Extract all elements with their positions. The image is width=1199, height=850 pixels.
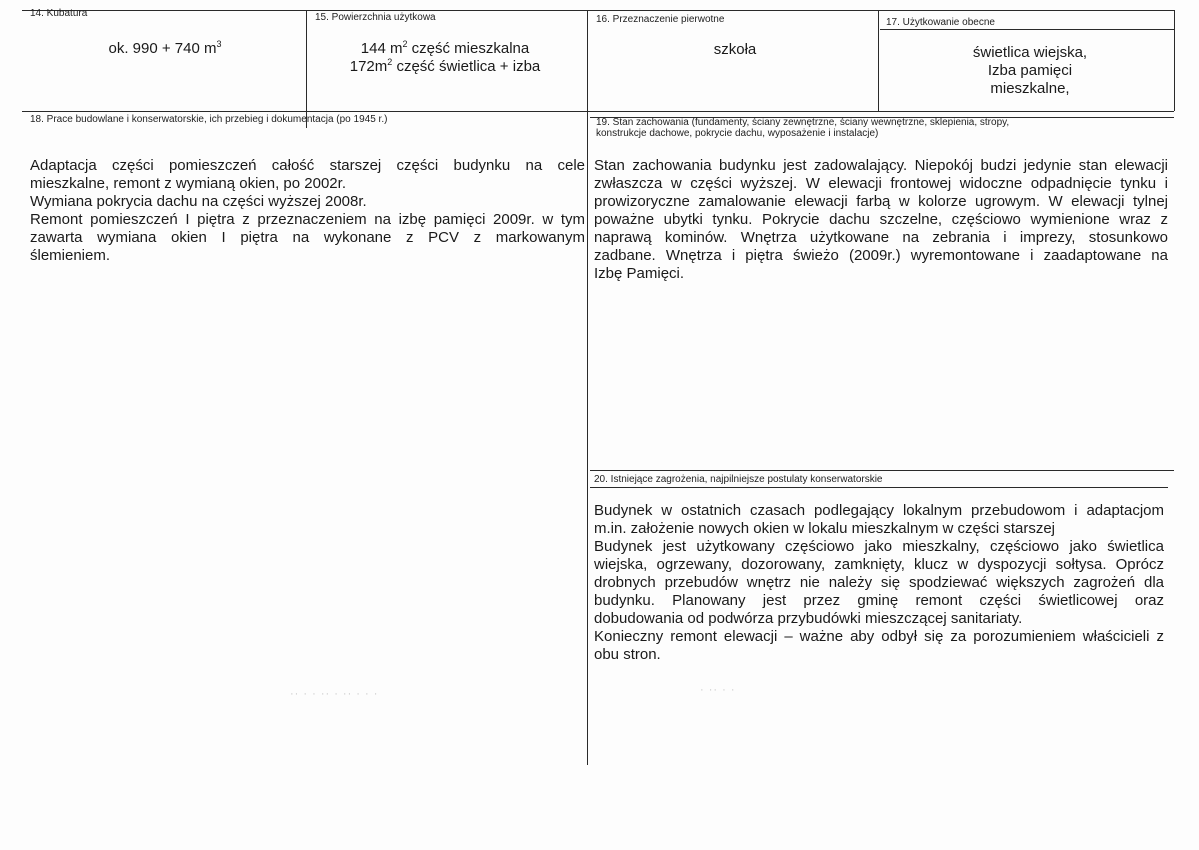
section-17-value bbox=[890, 44, 1170, 98]
stan-line: naprawą kominów. Wnętrza użytkowane na zebrania i imprezy, stosunkowo bbox=[594, 229, 1168, 246]
rule-page-right bbox=[1174, 10, 1175, 111]
stan-line: prowizoryczne zamalowanie elewacji farbą w kolorze ugrowym. W elewacji tylnej bbox=[594, 193, 1168, 210]
prace-line: Wymiana pokrycia dachu na części wyższej 2008r. bbox=[30, 193, 367, 210]
section-16-label: 16. Przeznaczenie pierwotne bbox=[596, 14, 725, 25]
section-14-value bbox=[50, 40, 280, 58]
powierzchnia-line-1 bbox=[310, 40, 580, 58]
zagrozenia-line: dobudowania od podwórza przybudówki mieszczącej sanitariaty. bbox=[594, 610, 1023, 627]
rule-col1-right bbox=[306, 10, 307, 128]
section-19-label-line-2: konstrukcje dachowe, pokrycie dachu, wyposażenie i instalacje) bbox=[596, 128, 879, 139]
uzytkowanie-line-2: Izba pamięci bbox=[987, 62, 1073, 79]
stan-line: Izbę Pamięci. bbox=[594, 265, 685, 282]
stan-line: Stan zachowania budynku jest zadowalający. Niepokój budzi jedynie stan elewacji bbox=[594, 157, 1168, 174]
kubatura-exponent: 3 bbox=[216, 39, 222, 49]
section-20-label: 20. Istniejące zagrożenia, najpilniejsze postulaty konserwatorskie bbox=[594, 474, 883, 485]
zagrozenia-line: budynku. Planowany jest przez gminę remont części świetlicowej oraz bbox=[594, 592, 1164, 609]
section-16-value: szkoła bbox=[713, 41, 757, 58]
zagrozenia-line: drobnych przebudów wnętrz nie należy się spodziewać większych zagrożeń dla bbox=[594, 574, 1164, 591]
rule-section20-label-underline bbox=[590, 487, 1168, 488]
zagrozenia-line: wiejska, ogrzewany, dozorowany, zamknięty, klucz w dyspozycji sołtysa. Oprócz bbox=[594, 556, 1164, 573]
section-18-label: 18. Prace budowlane i konserwatorskie, ich przebieg i dokumentacja (po 1945 r.) bbox=[30, 114, 388, 125]
section-15-value bbox=[310, 40, 580, 76]
rule-row1-bottom bbox=[22, 111, 1174, 112]
powierzchnia-line-1-sup: 2 bbox=[402, 39, 408, 49]
rule-top bbox=[22, 10, 1174, 11]
zagrozenia-line: Budynek w ostatnich czasach podlegający lokalnym przebudowom i adaptacjom bbox=[594, 502, 1164, 519]
section-19-body bbox=[594, 157, 1168, 283]
prace-line: Adaptacja części pomieszczeń całość starszej części budynku na cele bbox=[30, 157, 585, 174]
prace-line: mieszkalne, remont z wymianą okien, po 2002r. bbox=[30, 175, 346, 192]
powierzchnia-line-1-pre: 144 m bbox=[360, 40, 403, 57]
stan-line: zadbane. Wnętrza i piętra świeżo (2009r.) wyremontowane i zaadaptowane na bbox=[594, 247, 1168, 264]
scan-smudge: ·· · · ·· · ·· · · · bbox=[290, 688, 379, 700]
scan-smudge: · ·· · · bbox=[700, 684, 736, 696]
zagrozenia-line: Budynek jest użytkowany częściowo jako mieszkalny, częściowo jako świetlica bbox=[594, 538, 1164, 555]
zagrozenia-line: obu stron. bbox=[594, 646, 661, 663]
section-18-body bbox=[30, 157, 585, 265]
section-14-label: 14. Kubatura bbox=[30, 8, 88, 19]
section-20-body bbox=[594, 502, 1164, 664]
section-17-label: 17. Użytkowanie obecne bbox=[886, 17, 995, 28]
uzytkowanie-line-1: świetlica wiejska, bbox=[972, 44, 1088, 61]
powierzchnia-line-1-post: część mieszkalna bbox=[407, 40, 530, 57]
rule-col2-right bbox=[587, 10, 588, 765]
zagrozenia-line: Konieczny remont elewacji – ważne aby odbył się za porozumieniem właścicieli z bbox=[594, 628, 1164, 645]
uzytkowanie-line-3: mieszkalne, bbox=[990, 80, 1070, 97]
powierzchnia-line-2 bbox=[310, 58, 580, 76]
section-19-label-line-1: 19. Stan zachowania (fundamenty, ściany zewnętrzne, ściany wewnętrzne, sklepienia, stropy, bbox=[596, 117, 1010, 128]
stan-line: zwłaszcza w części wyższej. W elewacji frontowej widoczne odpadnięcie tynku i bbox=[594, 175, 1168, 192]
stan-line: poważne ubytki tynku. Pokrycie dachu szczelne, częściowo wymienione wraz z bbox=[594, 211, 1168, 228]
zagrozenia-line: m.in. założenie nowych okien w lokalu mieszkalnym w części starszej bbox=[594, 520, 1056, 537]
rule-col3-right bbox=[878, 10, 879, 111]
powierzchnia-line-2-pre: 172m bbox=[349, 58, 388, 75]
kubatura-value: ok. 990 + 740 m bbox=[108, 40, 217, 57]
rule-section20-top bbox=[590, 470, 1174, 471]
section-15-label: 15. Powierzchnia użytkowa bbox=[315, 12, 436, 23]
prace-line: zawarta wymiana okien I piętra na wykonane z PCV z markowanym bbox=[30, 229, 585, 246]
powierzchnia-line-2-post: część świetlica + izba bbox=[392, 58, 541, 75]
prace-line: ślemieniem. bbox=[30, 247, 111, 264]
powierzchnia-line-2-sup: 2 bbox=[387, 57, 393, 67]
rule-label17-underline bbox=[880, 29, 1174, 30]
prace-line: Remont pomieszczeń I piętra z przeznaczeniem na izbę pamięci 2009r. w tym bbox=[30, 211, 585, 228]
